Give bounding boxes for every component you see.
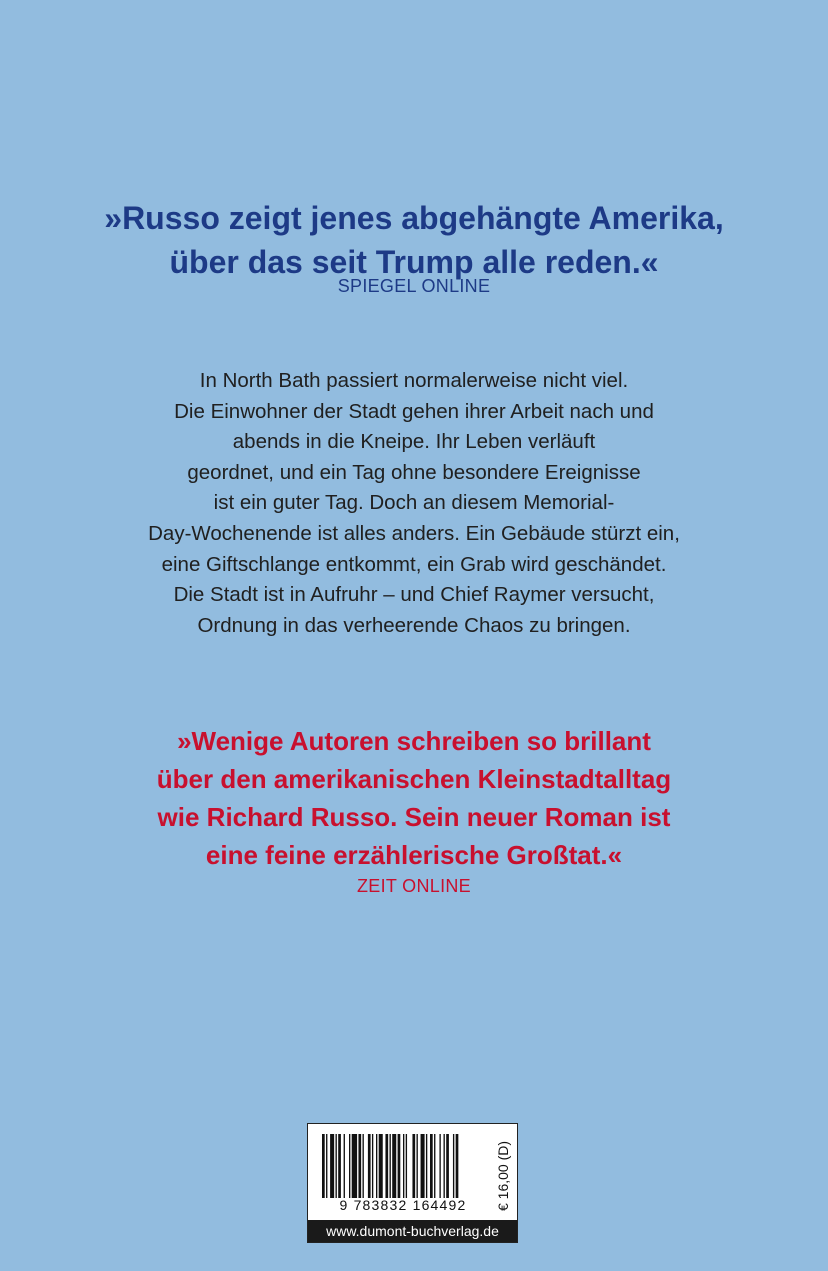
barcode-icon [322, 1134, 490, 1198]
quote-zeit-line-2: über den amerikanischen Kleinstadtalltag [156, 764, 672, 794]
isbn-number: 9 783832 164492 [339, 1197, 467, 1213]
blurb-line: ist ein guter Tag. Doch an diesem Memorial- [213, 491, 615, 515]
blurb-line: abends in die Kneipe. Ihr Leben verläuft [232, 430, 596, 454]
quote-zeit-line-1: »Wenige Autoren schreiben so brillant [177, 726, 651, 756]
blurb-line: Day-Wochenende ist alles anders. Ein Gebäude stürzt ein, [148, 521, 680, 545]
quote-spiegel-line-1: »Russo zeigt jenes abgehängte Amerika, [104, 200, 724, 236]
blurb-line: eine Giftschlange entkommt, ein Grab wird geschändet. [161, 552, 667, 576]
blurb-line: Die Stadt ist in Aufruhr – und Chief Raymer versucht, [173, 583, 655, 607]
publisher-url: www.dumont-buchverlag.de [308, 1220, 517, 1242]
blurb-line: geordnet, und ein Tag ohne besondere Ereignisse [187, 460, 641, 484]
quote-zeit [0, 722, 828, 874]
price-label: € 16,00 (D) [495, 1140, 511, 1212]
blurb-text [0, 366, 828, 641]
quote-zeit-source: ZEIT ONLINE [357, 876, 471, 896]
quote-spiegel-line-2: über das seit Trump alle reden.« [169, 244, 659, 280]
blurb-line: Ordnung in das verheerende Chaos zu bringen. [197, 613, 631, 637]
quote-spiegel-source: SPIEGEL ONLINE [337, 276, 491, 296]
blurb-line: In North Bath passiert normalerweise nicht viel. [199, 369, 629, 392]
quote-zeit-line-3: wie Richard Russo. Sein neuer Roman ist [157, 802, 671, 832]
barcode-box [307, 1123, 518, 1243]
quote-spiegel [0, 196, 828, 284]
quote-zeit-line-4: eine feine erzählerische Großtat.« [205, 840, 623, 870]
blurb-line: Die Einwohner der Stadt gehen ihrer Arbeit nach und [174, 399, 654, 423]
